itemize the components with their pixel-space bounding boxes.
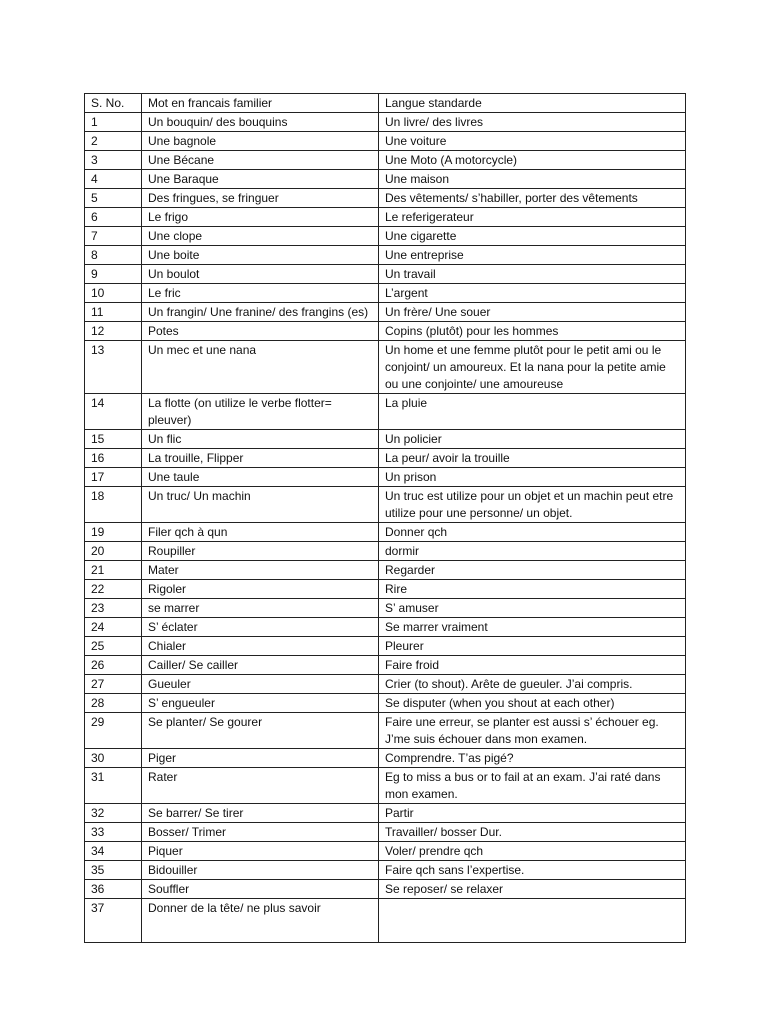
cell-familiar-word: S’ engueuler	[142, 694, 379, 713]
table-row	[85, 487, 686, 523]
cell-standard-language: Un travail	[379, 265, 686, 284]
cell-standard-language	[379, 899, 686, 943]
cell-serial-number: 20	[85, 542, 142, 561]
cell-familiar-word: Un bouquin/ des bouquins	[142, 113, 379, 132]
table-row	[85, 284, 686, 303]
table-row	[85, 170, 686, 189]
cell-standard-language: Se reposer/ se relaxer	[379, 880, 686, 899]
cell-serial-number: 7	[85, 227, 142, 246]
cell-standard-language: S’ amuser	[379, 599, 686, 618]
table-row	[85, 749, 686, 768]
cell-serial-number: 17	[85, 468, 142, 487]
cell-standard-language: Une maison	[379, 170, 686, 189]
cell-standard-language: Se disputer (when you shout at each other)	[379, 694, 686, 713]
cell-standard-language: Des vêtements/ s’habiller, porter des vêtements	[379, 189, 686, 208]
cell-familiar-word: Piquer	[142, 842, 379, 861]
vocabulary-table	[84, 93, 686, 943]
cell-serial-number: 11	[85, 303, 142, 322]
table-row	[85, 227, 686, 246]
cell-serial-number: 33	[85, 823, 142, 842]
cell-serial-number: 12	[85, 322, 142, 341]
cell-serial-number: 26	[85, 656, 142, 675]
table-row	[85, 880, 686, 899]
table-row	[85, 656, 686, 675]
cell-standard-language: Un policier	[379, 430, 686, 449]
cell-serial-number: 28	[85, 694, 142, 713]
cell-standard-language: Un frère/ Une souer	[379, 303, 686, 322]
cell-familiar-word: Mater	[142, 561, 379, 580]
cell-familiar-word: Gueuler	[142, 675, 379, 694]
cell-standard-language: Une cigarette	[379, 227, 686, 246]
header-familiar-word: Mot en francais familier	[142, 94, 379, 113]
table-row	[85, 189, 686, 208]
table-row	[85, 113, 686, 132]
cell-standard-language: Voler/ prendre qch	[379, 842, 686, 861]
cell-familiar-word: Rigoler	[142, 580, 379, 599]
cell-serial-number: 8	[85, 246, 142, 265]
header-serial-number: S. No.	[85, 94, 142, 113]
table-row	[85, 768, 686, 804]
table-row	[85, 246, 686, 265]
table-row	[85, 861, 686, 880]
cell-familiar-word: Un flic	[142, 430, 379, 449]
cell-familiar-word: Un mec et une nana	[142, 341, 379, 394]
cell-familiar-word: Bidouiller	[142, 861, 379, 880]
cell-standard-language: Regarder	[379, 561, 686, 580]
cell-standard-language: Donner qch	[379, 523, 686, 542]
cell-standard-language: Comprendre. T’as pigé?	[379, 749, 686, 768]
table-row	[85, 449, 686, 468]
cell-serial-number: 32	[85, 804, 142, 823]
cell-standard-language: Partir	[379, 804, 686, 823]
table-row	[85, 899, 686, 943]
cell-familiar-word: Une Baraque	[142, 170, 379, 189]
cell-serial-number: 2	[85, 132, 142, 151]
table-row	[85, 599, 686, 618]
cell-serial-number: 19	[85, 523, 142, 542]
cell-standard-language: Se marrer vraiment	[379, 618, 686, 637]
cell-familiar-word: Une Bécane	[142, 151, 379, 170]
cell-familiar-word: Piger	[142, 749, 379, 768]
table-row	[85, 322, 686, 341]
table-body	[85, 94, 686, 943]
table-row	[85, 341, 686, 394]
table-row	[85, 637, 686, 656]
table-row	[85, 842, 686, 861]
cell-serial-number: 35	[85, 861, 142, 880]
cell-standard-language: Le referigerateur	[379, 208, 686, 227]
cell-familiar-word: Rater	[142, 768, 379, 804]
cell-familiar-word: Une clope	[142, 227, 379, 246]
cell-serial-number: 25	[85, 637, 142, 656]
cell-familiar-word: La flotte (on utilize le verbe flotter= pleuver)	[142, 394, 379, 430]
cell-standard-language: Un livre/ des livres	[379, 113, 686, 132]
table-row	[85, 208, 686, 227]
table-row	[85, 618, 686, 637]
table-row	[85, 713, 686, 749]
cell-familiar-word: Une taule	[142, 468, 379, 487]
table-row	[85, 303, 686, 322]
cell-standard-language: dormir	[379, 542, 686, 561]
cell-serial-number: 18	[85, 487, 142, 523]
cell-serial-number: 16	[85, 449, 142, 468]
cell-familiar-word: Donner de la tête/ ne plus savoir	[142, 899, 379, 943]
cell-familiar-word: La trouille, Flipper	[142, 449, 379, 468]
cell-serial-number: 36	[85, 880, 142, 899]
cell-familiar-word: Potes	[142, 322, 379, 341]
cell-serial-number: 34	[85, 842, 142, 861]
cell-serial-number: 21	[85, 561, 142, 580]
table-row	[85, 580, 686, 599]
cell-familiar-word: Bosser/ Trimer	[142, 823, 379, 842]
cell-familiar-word: Des fringues, se fringuer	[142, 189, 379, 208]
cell-familiar-word: Un truc/ Un machin	[142, 487, 379, 523]
cell-familiar-word: Un boulot	[142, 265, 379, 284]
cell-familiar-word: S’ éclater	[142, 618, 379, 637]
cell-standard-language: Faire froid	[379, 656, 686, 675]
cell-serial-number: 1	[85, 113, 142, 132]
cell-standard-language: Un prison	[379, 468, 686, 487]
cell-standard-language: Faire une erreur, se planter est aussi s’ échouer eg. J’me suis échouer dans mon examen.	[379, 713, 686, 749]
cell-serial-number: 10	[85, 284, 142, 303]
cell-standard-language: Travailler/ bosser Dur.	[379, 823, 686, 842]
cell-standard-language: L’argent	[379, 284, 686, 303]
table-row	[85, 523, 686, 542]
cell-standard-language: Un home et une femme plutôt pour le petit ami ou le conjoint/ un amoureux. Et la nana pour la petite amie ou une conjointe/ une amoureuse	[379, 341, 686, 394]
table-row	[85, 468, 686, 487]
table-row	[85, 561, 686, 580]
cell-serial-number: 15	[85, 430, 142, 449]
cell-serial-number: 14	[85, 394, 142, 430]
cell-serial-number: 3	[85, 151, 142, 170]
table-row	[85, 394, 686, 430]
cell-serial-number: 13	[85, 341, 142, 394]
table-row	[85, 151, 686, 170]
cell-serial-number: 22	[85, 580, 142, 599]
cell-standard-language: Faire qch sans l’expertise.	[379, 861, 686, 880]
cell-serial-number: 6	[85, 208, 142, 227]
cell-standard-language: Une voiture	[379, 132, 686, 151]
cell-familiar-word: Une boite	[142, 246, 379, 265]
cell-familiar-word: Se planter/ Se gourer	[142, 713, 379, 749]
cell-familiar-word: Une bagnole	[142, 132, 379, 151]
cell-standard-language: Un truc est utilize pour un objet et un machin peut etre utilize pour une personne/ un objet.	[379, 487, 686, 523]
cell-serial-number: 31	[85, 768, 142, 804]
cell-standard-language: Une entreprise	[379, 246, 686, 265]
cell-familiar-word: Filer qch à qun	[142, 523, 379, 542]
cell-serial-number: 4	[85, 170, 142, 189]
cell-standard-language: Eg to miss a bus or to fail at an exam. J’ai raté dans mon examen.	[379, 768, 686, 804]
header-standard-language: Langue standarde	[379, 94, 686, 113]
cell-standard-language: Rire	[379, 580, 686, 599]
cell-serial-number: 5	[85, 189, 142, 208]
cell-serial-number: 27	[85, 675, 142, 694]
table-row	[85, 675, 686, 694]
cell-familiar-word: Roupiller	[142, 542, 379, 561]
cell-serial-number: 9	[85, 265, 142, 284]
cell-standard-language: Crier (to shout). Arête de gueuler. J’ai compris.	[379, 675, 686, 694]
cell-familiar-word: Le frigo	[142, 208, 379, 227]
cell-familiar-word: Chialer	[142, 637, 379, 656]
cell-standard-language: Copins (plutôt) pour les hommes	[379, 322, 686, 341]
cell-serial-number: 29	[85, 713, 142, 749]
table-row	[85, 542, 686, 561]
cell-familiar-word: Cailler/ Se cailler	[142, 656, 379, 675]
cell-serial-number: 24	[85, 618, 142, 637]
table-row	[85, 804, 686, 823]
cell-familiar-word: Un frangin/ Une franine/ des frangins (es)	[142, 303, 379, 322]
table-row	[85, 265, 686, 284]
table-header-row	[85, 94, 686, 113]
cell-familiar-word: se marrer	[142, 599, 379, 618]
cell-familiar-word: Le fric	[142, 284, 379, 303]
table-row	[85, 694, 686, 713]
table-row	[85, 132, 686, 151]
cell-standard-language: La pluie	[379, 394, 686, 430]
cell-serial-number: 30	[85, 749, 142, 768]
cell-standard-language: Pleurer	[379, 637, 686, 656]
cell-standard-language: La peur/ avoir la trouille	[379, 449, 686, 468]
cell-familiar-word: Souffler	[142, 880, 379, 899]
cell-familiar-word: Se barrer/ Se tirer	[142, 804, 379, 823]
cell-standard-language: Une Moto (A motorcycle)	[379, 151, 686, 170]
cell-serial-number: 37	[85, 899, 142, 943]
table-row	[85, 823, 686, 842]
cell-serial-number: 23	[85, 599, 142, 618]
table-row	[85, 430, 686, 449]
